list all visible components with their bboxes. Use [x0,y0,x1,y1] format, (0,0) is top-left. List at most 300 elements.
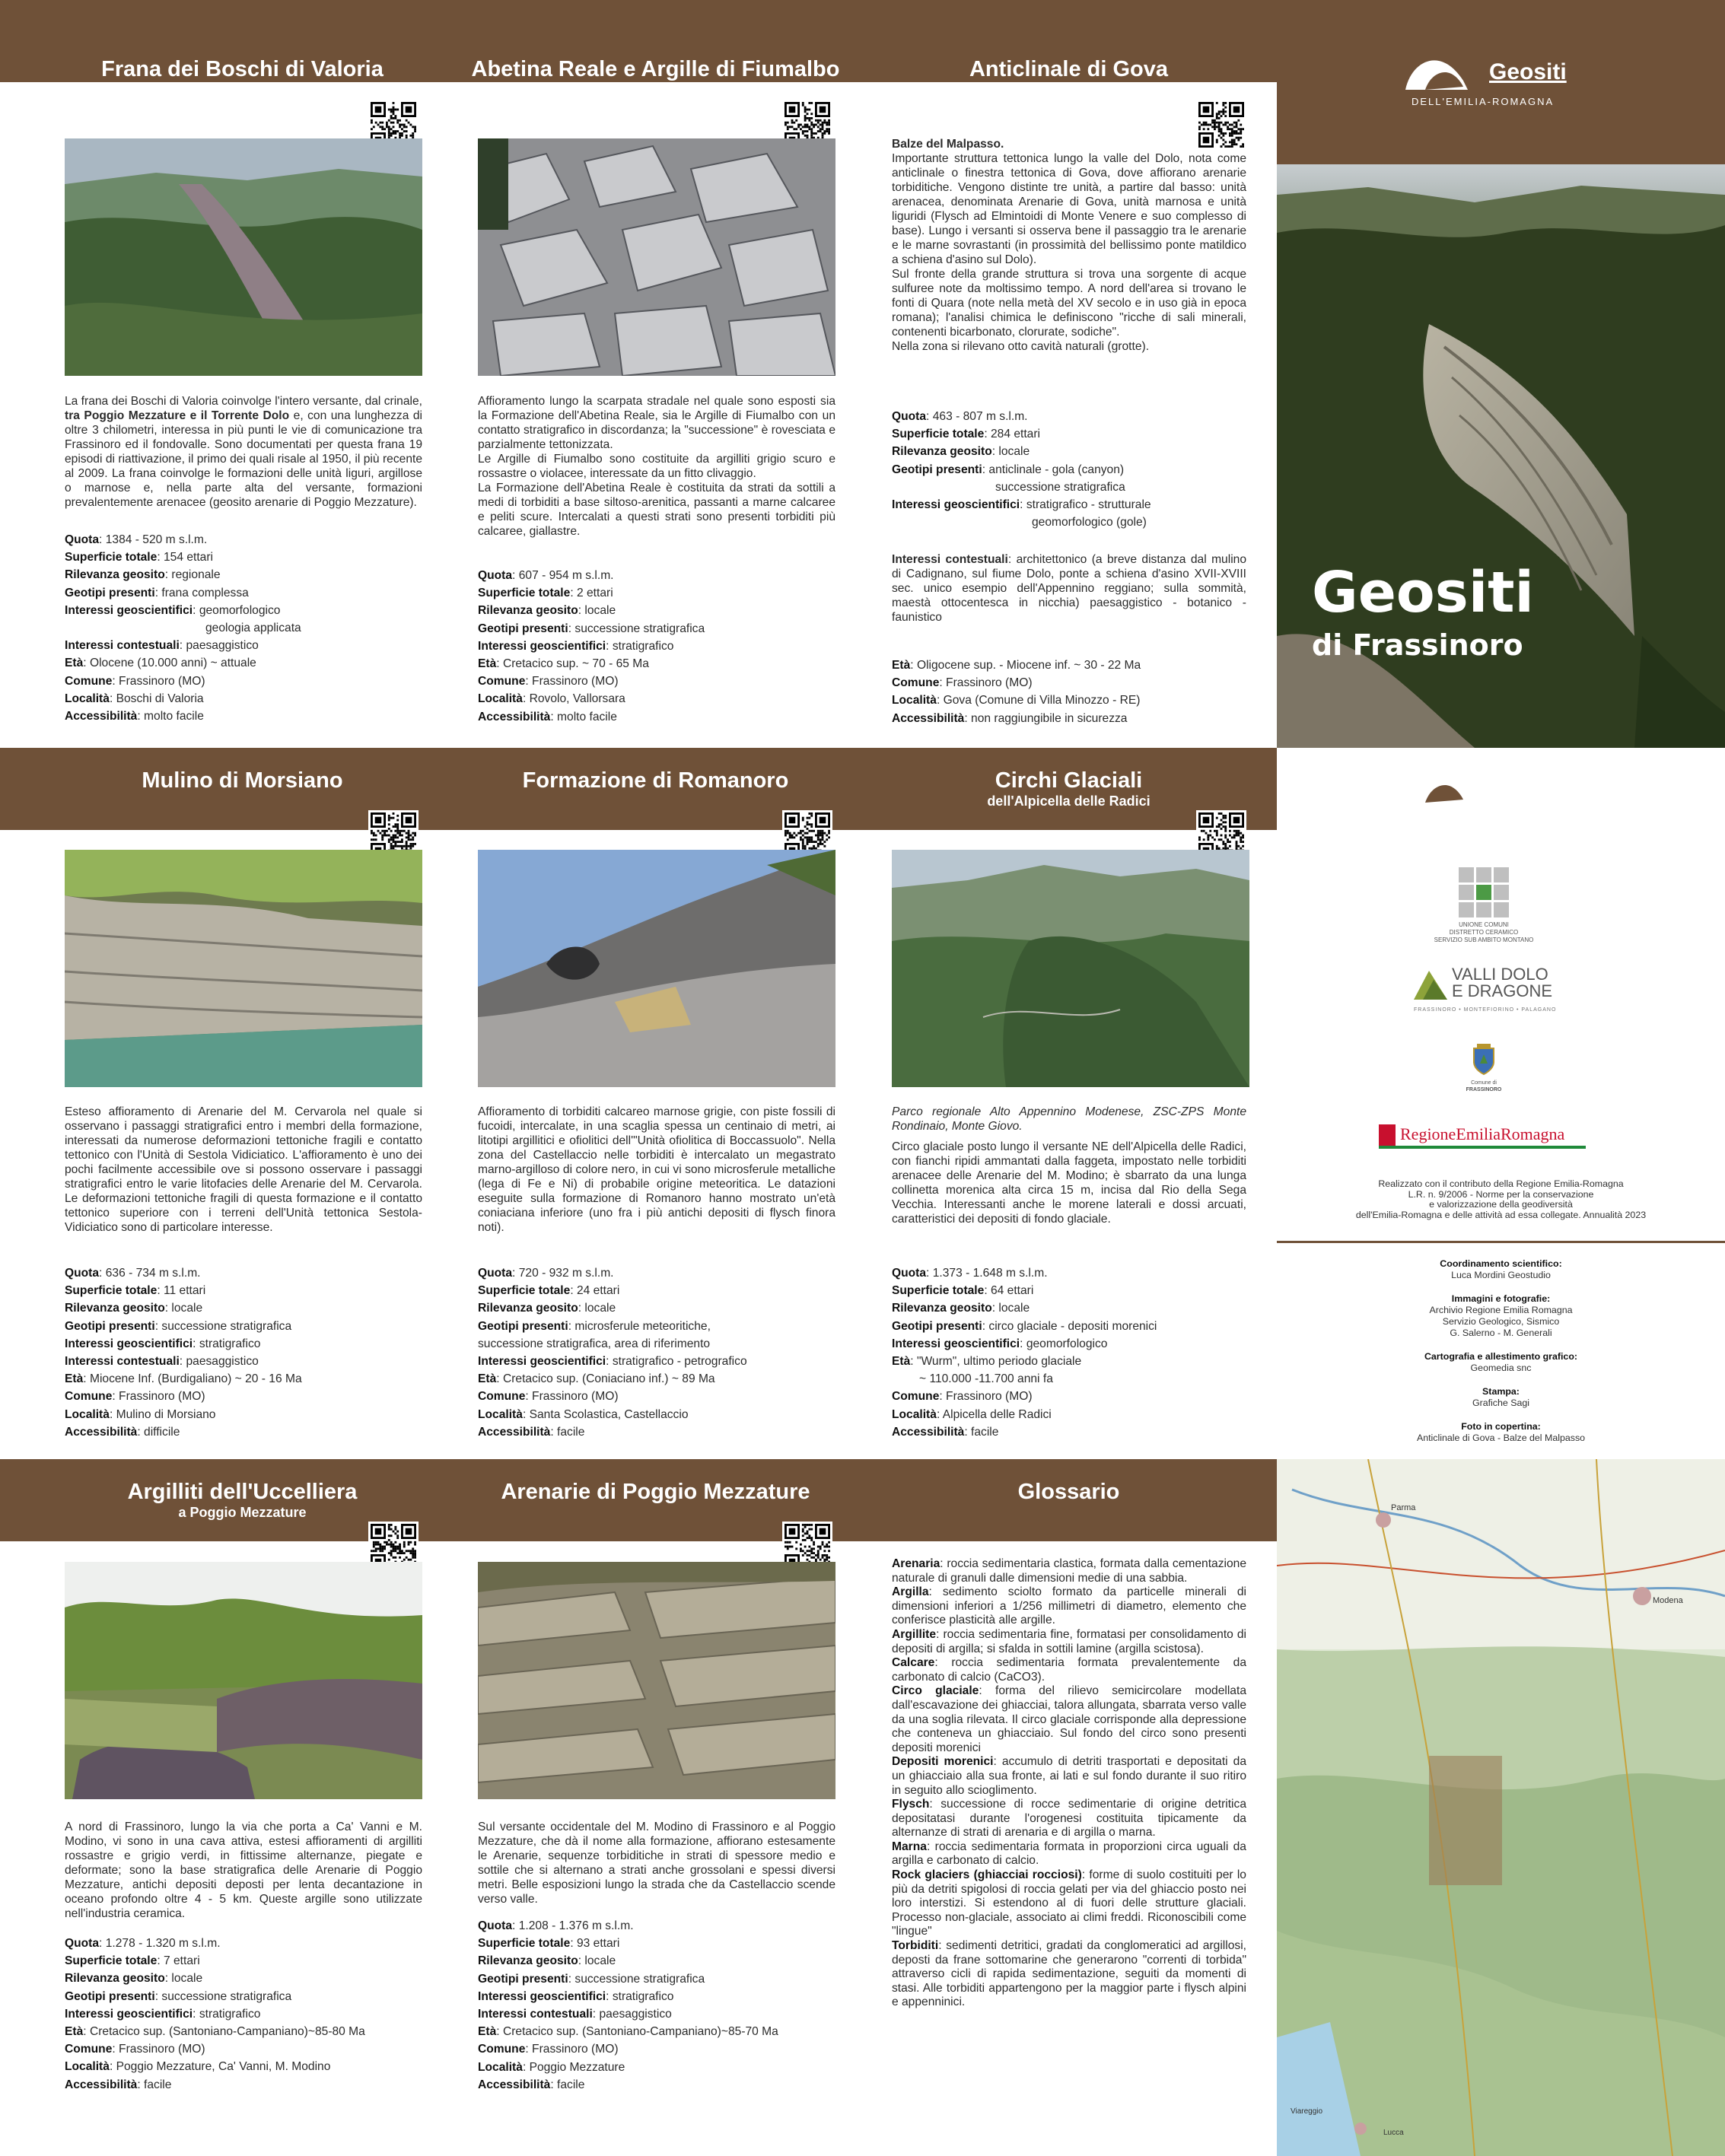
fact-value: facile [971,1425,999,1439]
fact-key: Comune [65,2043,113,2056]
panel-3-facts: Quota: 463 - 807 m s.l.m. Superficie totale: 284 ettari Rilevanza geosito: locale Geotipi presenti: anticlinale - gola (canyon) successione stratigrafica Interessi geoscientifici: stratigrafico - strutturale geomorfologico (gole) [892,410,1151,529]
credit-line-2-0: Archivio Regione Emilia Romagna [1429,1305,1573,1315]
fact-value: stratigrafico [199,1337,261,1350]
fact-key: Comune [478,675,526,688]
panel-6-lead: Parco regionale Alto Appennino Modenese, ZSC-ZPS Monte Rondinaio, Monte Giovo. [892,1105,1246,1133]
credits [1277,1246,1725,1444]
panel-1-text-c: e, con una lunghezza di oltre 3 chilometri, interessa in più punti le vie di comunicazione tra Frassinoro ed il fondovalle. Sono documentati per questa frana 19 episodi di riattivazione, il primo dei quali risale al 1950, il più recente al 2009. La frana coinvolge le formazioni delle unità liguri, argillose o marnose e, nella parte alta del versante, formazioni prevalentemente arenacee (geosito arenarie di Poggio Mezzature). [65,409,422,509]
fact-value: ~ 110.000 -11.700 anni fa [919,1372,1053,1386]
fact-key: Superficie totale [892,428,985,441]
fact-value: 1.373 - 1.648 m s.l.m. [932,1267,1048,1280]
fact-value: difficile [144,1425,180,1439]
panel-2-heading: Abetina Reale e Argille di Fiumalbo [471,57,840,81]
panel-7-para-1: A nord di Frassinoro, lungo la via che porta a Ca' Vanni e M. Modino, vi sono in una cava attiva, estesi affioramenti di argilliti rossastre e grigio verdi, in fittissime alternanze, piegate e deformate; sono la base stratigrafica delle Arenarie di Poggio Mezzature, antichi depositi deposti per lenta decantazione in oceano profondo oltre 4 - 5 km. Queste argille sono utilizzate nell'industria ceramica. [65,1821,422,1920]
brand-logo-top [1402,52,1577,108]
fact-key: Località [65,1407,110,1421]
fact-key: Superficie totale [892,1284,985,1298]
fact-value: 284 ettari [991,428,1041,441]
glossary-definition: forme di suolo costituiti per lo più da detriti spigolosi di roccia gelati per via del ghiaccio posto nei loro interstizi. Si estendono al di fuori delle strutture glaciali. Processo non-glaciale, associato ai climi freddi. Riconoscibili come "lingue" [892,1868,1246,1938]
fact-value: 7 ettari [164,1954,200,1968]
fact-value: 636 - 734 m s.l.m. [105,1267,201,1280]
fact-key: Interessi geoscientifici [478,639,606,653]
fact-value: Frassinoro (MO) [532,1390,619,1404]
glossary-item: Rock glaciers (ghiacciai rocciosi): forme di suolo costituiti per lo più da detriti spigolosi di roccia gelati per via del ghiaccio posto nei loro interstizi. Si estendono al di fuori delle strutture glaciali. Processo non-glaciale, associato ai climi freddi. Riconoscibili come "lingue" [892,1868,1246,1938]
panel-5-description [478,1105,835,1235]
fact-key: Comune [892,676,940,690]
fact-key: Età [892,659,911,672]
fact-value: Alpicella delle Radici [942,1407,1052,1421]
fact-key: Interessi geoscientifici [478,1989,606,2003]
fact-value: Frassinoro (MO) [532,2043,619,2056]
fact-value: "Wurm", ultimo periodo glaciale [916,1355,1082,1369]
panel-5-para-1: Affioramento di torbiditi calcareo marnose grigie, con piste fossili di fucoidi, intercalate, in una scaglia spessa un centinaio di metri, ai litotipi argillitici e ofiolitici dell'"Unità ofiolitica di Boccassuolo". Nella zona del Castellaccio nelle torbiditi è intercalato un megastrato marno-argilloso di colore nero, in cui vi sono microsferule metalliche (lega di Fe e Ni) di probabile origine meteoritica. Le datazioni eseguite sulla formazione di Romanoro hanno mostrato un'età coniaciana inferiore (uno fra i più antichi depositi di flysch finora noti). [478,1105,835,1234]
comune-line-2: FRASSINORO [1466,1087,1502,1092]
fact-key: Quota [892,1267,927,1280]
panel-3-para-3: Nella zona si rilevano otto cavità naturali (grotte). [892,340,1150,353]
photo-abetina [478,138,835,376]
fact-value: locale [584,604,616,618]
fact-value: Frassinoro (MO) [532,675,619,688]
photo-romanoro [478,850,835,1087]
panel-3-heading: Anticlinale di Gova [969,57,1169,81]
unione-line-1: UNIONE COMUNI [1459,921,1509,928]
fact-value: Miocene Inf. (Burdigaliano) ~ 20 - 16 Ma [89,1372,302,1386]
panel-1-text-a: La frana dei Boschi di Valoria coinvolge l'intero versante, dal crinale, [65,395,422,408]
fact-value: circo glaciale - depositi morenici [988,1319,1157,1333]
fact-value: Frassinoro (MO) [946,676,1033,690]
fact-value: Frassinoro (MO) [119,674,205,688]
funding-line-4: dell'Emilia-Romagna e delle attività ad essa collegate. Annualità 2023 [1355,1209,1647,1220]
glossary-definition: accumulo di detriti trasportati e depositati da un ghiacciaio alla sua fronte, ai lati e sul fondo durante il suo ritiro in seguito allo scioglimento. [892,1755,1246,1797]
panel-3-para-2: Sul fronte della grande struttura si trova una sorgente di acque sulfuree note da moltissimo tempo. A nord dell'area si trovano le fonti di Quara (note nella metà del XV secolo e in uso già in epoca romana); l'analisi chimica le definiscono "ricche di sali minerali, contenenti bicarbonato, clorurate, sodiche". [892,268,1246,339]
credit-heading-4: Stampa: [1482,1386,1520,1397]
panel-2-subheading: Tra Rovolo e Vallorsara [579,82,732,97]
brand-tagline: DELL'EMILIA-ROMAGNA [1412,96,1555,107]
fact-key: Interessi contestuali [65,1355,180,1369]
unione-line-2: DISTRETTO CERAMICO [1449,929,1519,936]
credit-heading-3: Cartografia e allestimento grafico: [1424,1351,1578,1362]
fact-key: Comune [892,1390,940,1404]
photo-arenarie [478,1562,835,1799]
unione-line-3: SERVIZIO SUB AMBITO MONTANO [1434,936,1534,943]
fact-value: Frassinoro (MO) [946,1390,1033,1404]
panel-4-para-1: Esteso affioramento di Arenarie del M. Cervarola nel quale si osservano i passaggi stratigrafici entro i membri della formazione, interessati da numerose deformazioni tettoniche fragili e contatto tettonico con l'Unità di Sestola Vidiciatico. L'affioramento è uno dei pochi facilmente accessibile ove si possono osservare i passaggi stratigrafici entro le varie litofacies delle Arenarie del M. Cervarola. Le deformazioni tettoniche fragili di questa formazione e il contatto tettonico superiore con i terreni dell'Unità tettonica Sestola-Vidiciatico sono di particolare interesse. [65,1105,422,1234]
panel-3-facts-2: Età: Oligocene sup. - Miocene inf. ~ 30 - 22 Ma Comune: Frassinoro (MO) Località: Gova (Comune di Villa Minozzo - RE) Accessibilità: non raggiungibile in sicurezza [892,659,1141,725]
glossary-term: Depositi morenici [892,1755,994,1769]
fact-key: Località [478,692,523,706]
fact-key: Quota [892,410,927,423]
fact-key: Superficie totale [65,551,158,564]
glossary-term: Flysch [892,1798,930,1811]
glossary-definition: forma del rilievo semicircolare modellata dall'escavazione dei ghiacciai, talora allungata, sbarrata verso valle da una soglia rilevata. Il circo glaciale corrisponde alla depressione che conteneva un ghiacciaio. Sul fondo del circo sono presenti depositi morenici [892,1684,1246,1754]
fact-key: Età [65,1372,84,1386]
panel-8-para-1: Sul versante occidentale del M. Modino di Frassinoro e al Poggio Mezzature, che dà il nome alla formazione, affiorano estesamente le Arenarie, sequenze torbiditiche in strati di spessore medio e sottile che si alternano a strati anche grossolani e spessi diversi metri. Belle esposizioni lungo la strada che da Castellaccio scende verso valle. [478,1821,835,1906]
panel-4-description [65,1105,422,1235]
glossary-item: Torbiditi: sedimenti detritici, gradati da conglomeratici ad argillosi, deposti da frane sottomarine che generarono "correnti di torbida" attraverso cicli di rapida sedimentazione, seguiti da momenti di stasi. Alle torbiditi appartengono per la maggior parte i flysch alpini e appenninici. [892,1939,1246,2009]
fact-value: Frassinoro (MO) [119,2043,205,2056]
fact-key: Superficie totale [65,1284,158,1298]
fact-value: 1.278 - 1.320 m s.l.m. [105,1937,221,1950]
glossary-definition: successione di rocce sedimentarie di origine detritica depositatasi durante l'orogenesi costituita tipicamente da alternanze di strati di arenaria e di argilla o marna. [892,1798,1246,1840]
panel-2-para-1: Affioramento lungo la scarpata stradale nel quale sono esposti sia la Formazione dell'Abetina Reale, sia le Argille di Fiumalbo con un contatto stratigrafico in discordanza; la "successione" è rovesciata e parzialmente tettonizzata. [478,395,835,451]
brand-name: Geositi [1489,59,1567,84]
regione-mark [1379,1124,1396,1146]
brand-name-2: Geositi [1489,772,1567,797]
photo-argilliti [65,1562,422,1799]
fact-key: Geotipi presenti [65,1319,155,1333]
panel-2-para-2: Le Argille di Fiumalbo sono costituite da argilliti grigio scuro e rossastre o violacee, interessate da un fitto clivaggio. [478,453,835,480]
fact-key: Accessibilità [478,710,551,723]
glossary-definition: sedimenti detritici, gradati da conglomeratici ad argillosi, deposti da frane sottomarine che generarono "correnti di torbida" attraverso cicli di rapida sedimentazione, seguiti da momenti di stasi. Alle torbiditi appartengono per la maggior parte i flysch alpini e appenninici. [892,1939,1246,2009]
fact-key: Quota [478,1267,513,1280]
fact-value: Gova (Comune di Villa Minozzo - RE) [943,694,1141,708]
valli-sub: FRASSINORO • MONTEFIORINO • PALAGANO [1414,1007,1557,1013]
fact-value: successione stratigrafica [161,1989,292,2003]
regione-name: RegioneEmiliaRomagna [1400,1124,1565,1143]
brand-tagline-2: DELL'EMILIA-ROMAGNA [1412,809,1555,820]
panel-7-description [65,1820,422,1921]
fact-key: Accessibilità [65,1425,138,1439]
fact-value: locale [171,1302,203,1315]
glossary-definition: roccia sedimentaria formata prevalentemente da carbonato di calcio (CaCO3). [892,1656,1246,1684]
fact-value: geomorfologico [199,603,281,617]
fact-key: Rilevanza geosito [892,445,992,459]
panel-6-heading: Circhi Glaciali [995,768,1143,793]
fact-value: 2 ettari [577,587,613,600]
fact-key: Età [892,1355,911,1369]
fact-value: successione stratigrafica [995,480,1125,494]
fact-key: Quota [65,1267,100,1280]
fact-value: stratigrafico [612,639,674,653]
fact-value: stratigrafico [199,2007,261,2021]
glossary-definition: roccia sedimentaria formata in proporzioni circa uguali da argilla e carbonato di calcio. [892,1840,1246,1868]
map-label-parma: Parma [1391,1503,1416,1512]
fact-key: Età [478,2025,497,2039]
fact-value: 720 - 932 m s.l.m. [518,1267,614,1280]
fact-key: Geotipi presenti [892,1319,982,1333]
panel-1-title [36,56,449,82]
credit-line-2-2: G. Salerno - M. Generali [1450,1328,1552,1338]
panel-3-context: Interessi contestuali: architettonico (a breve distanza dal mulino di Cadignano, sul fiume Dolo, ponte a schiena d'asino XVII-XVIII sec. unico esempio dell'Appennino reggiano; sulla sommità, maestà ottocentesca in nicchia) paesaggistico - botanico - faunistico [892,553,1247,624]
panel-3-description [892,137,1246,354]
fact-key: Età [478,657,497,671]
fact-key: Geotipi presenti [892,463,982,476]
fact-value: Olocene (10.000 anni) ~ attuale [89,657,256,670]
fact-value: frana complessa [161,586,249,599]
fact-key: Interessi geoscientifici [892,1337,1020,1350]
fact-value: 24 ettari [577,1284,620,1298]
panel-7-facts: Quota: 1.278 - 1.320 m s.l.m. Superficie totale: 7 ettari Rilevanza geosito: locale Geotipi presenti: successione stratigrafica Interessi geoscientifici: stratigrafico Età: Cretacico sup. (Santoniano-Campaniano)~85-80 Ma Comune: Frassinoro (MO) Località: Poggio Mezzature, Ca' Vanni, M. Modino Accessibilità: facile [65,1937,365,2091]
panel-5-heading: Formazione di Romanoro [522,768,789,793]
panel-1-description [65,394,422,510]
fact-key: Località [478,2060,523,2074]
glossary-item: Arenaria: roccia sedimentaria clastica, formata dalla cementazione naturale di granuli dalle dimensioni medie di una sabbia. [892,1557,1246,1585]
credit-line-4-0: Grafiche Sagi [1472,1398,1530,1408]
fact-value: Rovolo, Vallorsara [529,692,625,706]
fact-key: Rilevanza geosito [892,1302,992,1315]
panel-3-para-1: Importante struttura tettonica lungo la valle del Dolo, nota come anticlinale o finestra tettonica di Gova, dove affiorano arenarie torbiditiche. Vengono distinte tre unità, a partire dal basso: unità arenacea, denominata Arenarie di Gova, unità marnosa e unità liguridi (Flysch ad Elmintoidi di Monte Venere e suo complesso di base). Lungo i versanti si osserva bene il passaggio tra le arenarie e le marne sovrastanti (in prossimità del bellissimo ponte matildico a schiena d'asino sul Dolo). [892,152,1246,266]
fact-value: Santa Scolastica, Castellaccio [529,1407,689,1421]
panel-7-title [36,1479,449,1520]
panel-4-facts: Quota: 636 - 734 m s.l.m. Superficie totale: 11 ettari Rilevanza geosito: locale Geotipi presenti: successione stratigrafica Interessi geoscientifici: stratigrafico Interessi contestuali: paesaggistico Età: Miocene Inf. (Burdigaliano) ~ 20 - 16 Ma Comune: Frassinoro (MO) Località: Mulino di Morsiano Accessibilità: difficile [65,1267,302,1439]
panel-2-para-3: La Formazione dell'Abetina Reale è costituita da strati da sottili a medi di torbiditi a base siltoso-arenitica, passanti a marne calcaree e peliti scure. Intercalati a questi strati sono presenti torbiditi più calcaree, giallastre. [478,482,835,538]
geositi-logo-icon-2 [1402,766,1471,809]
fact-key: Geotipi presenti [65,586,155,599]
fact-key: Rilevanza geosito [65,568,165,582]
fact-key: Interessi contestuali [478,2008,593,2021]
fact-key: Rilevanza geosito [65,1972,165,1986]
fact-value: Mulino di Morsiano [116,1407,216,1421]
funding-line-1: Realizzato con il contributo della Regione Emilia-Romagna [1378,1178,1624,1189]
fact-value: paesaggistico [186,639,259,653]
fact-key: Quota [478,569,513,582]
fact-value: anticlinale - gola (canyon) [988,463,1125,476]
fact-value: 154 ettari [164,551,214,564]
glossary-item: Circo glaciale: forma del rilievo semicircolare modellata dall'escavazione dei ghiacciai, talora allungata, sbarrata verso valle da una soglia rilevata. Il circo glaciale corrisponde alla depressione che conteneva un ghiacciaio. Sul fondo del circo sono presenti depositi morenici [892,1684,1246,1754]
panel-6-subheading: dell'Alpicella delle Radici [987,793,1151,809]
comune-line-1: Comune di [1471,1080,1497,1086]
fact-key: Geotipi presenti [478,1972,568,1986]
fact-value: non raggiungibile in sicurezza [971,711,1128,725]
fact-value: Poggio Mezzature [529,2060,625,2074]
fact-value: successione stratigrafica [574,1972,705,1986]
glossary-definition: sedimento sciolto formato da particelle minerali di dimensioni inferiori a 1/256 millimetri di diametro, elemento che conferisce plasticità alle argille. [892,1585,1246,1627]
fact-value: microsferule meteoritiche, [574,1319,711,1333]
panel-2-description [478,394,835,539]
fact-key: Comune [65,674,113,688]
mountain-logo-icon [1414,966,1449,1001]
fact-value: 93 ettari [577,1937,620,1951]
glossary-heading: Glossario [1017,1480,1120,1504]
fact-value: Boschi di Valoria [116,692,204,705]
fact-key: Accessibilità [478,1425,551,1439]
valli-line-2: E DRAGONE [1452,981,1553,1000]
photo-circhi [892,850,1249,1087]
fact-value: geomorfologico [1026,1337,1108,1350]
glossary-item: Depositi morenici: accumulo di detriti trasportati e depositati da un ghiacciaio alla sua fronte, ai lati e sul fondo durante il suo ritiro in seguito allo scioglimento. [892,1755,1246,1797]
panel-8-facts: Quota: 1.208 - 1.376 m s.l.m. Superficie totale: 93 ettari Rilevanza geosito: locale Geotipi presenti: successione stratigrafica Interessi geoscientifici: stratigrafico Interessi contestuali: paesaggistico Età: Cretacico sup. (Santoniano-Campaniano)~85-70 Ma Comune: Frassinoro (MO) Località: Poggio Mezzature Accessibilità: facile [478,1919,778,2091]
glossary-item: Marna: roccia sedimentaria formata in proporzioni circa uguali da argilla e carbonato di calcio. [892,1840,1246,1868]
panel-6-para-1: Circo glaciale posto lungo il versante NE dell'Alpicella delle Radici, con fianchi ripidi ammantati dalla faggeta, impostato nelle torbiditi arenacee delle Arenarie del M. Modino; è sbarrato da una lunga collinetta morenica alta circa 15 m, incisa dal Rio della Sega Vecchia. Interessanti anche le morene laterali e dossi arcuati, caratteristici dei depositi di fondo glaciale. [892,1140,1246,1226]
credit-heading-2: Immagini e fotografie: [1451,1293,1551,1304]
valli-line-1: VALLI DOLO [1452,965,1548,984]
fact-key: Comune [478,1390,526,1404]
panel-4-title [36,768,449,793]
fact-value: 64 ettari [991,1284,1034,1298]
funding-text [1277,1179,1725,1220]
fact-key: Accessibilità [478,2078,551,2091]
fact-value: geomorfologico (gole) [1032,516,1147,529]
glossary-term: Argilla [892,1585,929,1599]
fact-key: Geotipi presenti [478,1319,568,1333]
comune-frassinoro-logo [1446,1044,1522,1105]
panel-2-facts: Quota: 607 - 954 m s.l.m. Superficie totale: 2 ettari Rilevanza geosito: locale Geotipi presenti: successione stratigrafica Interessi geoscientifici: stratigrafico Età: Cretacico sup. ~ 70 - 65 Ma Comune: Frassinoro (MO) Località: Rovolo, Vallorsara Accessibilità: molto facile [478,569,705,723]
glossary-term: Argillite [892,1627,937,1641]
map-label-lucca: Lucca [1383,2129,1404,2137]
fact-key: Accessibilità [65,710,138,723]
fact-value: paesaggistico [186,1355,259,1369]
panel-1-heading: Frana dei Boschi di Valoria [101,57,384,81]
credit-line-5-0: Anticlinale di Gova - Balze del Malpasso [1416,1433,1586,1443]
panel-7-heading: Argilliti dell'Uccelliera [127,1480,358,1504]
fact-key: Età [65,2025,84,2039]
glossary-item: Calcare: roccia sedimentaria formata prevalentemente da carbonato di calcio (CaCO3). [892,1656,1246,1684]
fact-key: Quota [478,1919,513,1932]
cover-subtitle: di Frassinoro [1312,628,1523,662]
fact-value: 607 - 954 m s.l.m. [518,569,614,582]
glossary-definition: roccia sedimentaria fine, formatasi per consolidamento di depositi di argilla; si sfalda in sottili lamine (argilla scistosa). [892,1627,1246,1655]
glossary-term: Marna [892,1840,927,1853]
fact-value: locale [171,1972,203,1986]
credit-line-2-1: Servizio Geologico, Sismico [1442,1316,1560,1327]
fact-key: Età [65,657,84,670]
fact-value: Cretacico sup. ~ 70 - 65 Ma [502,657,649,671]
region-map [1277,1459,1725,2156]
panel-3-context-key: Interessi contestuali [892,553,1008,566]
panel-1-text-b: tra Poggio Mezzature e il Torrente Dolo [65,409,290,422]
fact-value: locale [998,445,1030,459]
fact-key: Rilevanza geosito [478,604,578,618]
fact-value: stratigrafico - strutturale [1026,498,1151,512]
fact-value: locale [998,1302,1030,1315]
glossary-definition: roccia sedimentaria clastica, formata dalla cementazione naturale di granuli dalle dimensioni medie di una sabbia. [892,1557,1246,1585]
coat-of-arms-icon [1471,1044,1497,1076]
fact-key: Località [65,2060,110,2074]
grid-logo-icon [1459,867,1509,917]
fact-value: regionale [171,568,221,582]
panel-8-title [449,1479,862,1505]
panel-5-title [449,768,862,793]
fact-value: Cretacico sup. (Santoniano-Campaniano)~85-70 Ma [502,2025,778,2039]
map-label-modena: Modena [1653,1596,1683,1605]
panel-5-facts: Quota: 720 - 932 m s.l.m. Superficie totale: 24 ettari Rilevanza geosito: locale Geotipi presenti: microsferule meteoritiche, successione stratigrafica, area di riferimento Interessi geoscientifici: stratigrafico - petrografico Età: Cretacico sup. (Coniaciano inf.) ~ 89 Ma Comune: Frassinoro (MO) Località: Santa Scolastica, Castellaccio Accessibilità: facile [478,1267,747,1439]
fact-value: facile [144,2078,172,2091]
credit-line-3-0: Geomedia snc [1470,1363,1532,1373]
fact-key: Interessi geoscientifici [892,498,1020,512]
panel-3-context-value: architettonico (a breve distanza dal mulino di Cadignano, sul fiume Dolo, ponte a schiena d'asino XVII-XVIII sec. unico esempio dell'Appennino reggiano; sulla sommità, maestà ottocentesca in nicchia) paesaggistico - botanico - faunistico [892,553,1247,624]
credit-heading-1: Coordinamento scientifico: [1440,1258,1562,1269]
fact-key: Località [892,1407,937,1421]
funding-line-3: e valorizzazione della geodiversità [1429,1199,1573,1210]
fact-key: Interessi contestuali [65,639,180,653]
funding-line-2: L.R. n. 9/2006 - Norme per la conservazione [1408,1188,1594,1200]
cover-photo [1277,164,1725,748]
fact-key: Età [478,1372,497,1386]
fact-value: facile [557,1425,585,1439]
fact-value: successione stratigrafica, area di riferimento [478,1337,711,1350]
credit-line-1-0: Luca Mordini Geostudio [1451,1270,1551,1280]
glossary-item: Flysch: successione di rocce sedimentarie di origine detritica depositatasi durante l'orogenesi costituita tipicamente da alternanze di strati di arenaria e di argilla o marna. [892,1798,1246,1840]
fact-value: successione stratigrafica [574,622,705,635]
panel-9-title [862,1479,1275,1505]
glossary-item: Argillite: roccia sedimentaria fine, formatasi per consolidamento di depositi di argilla; si sfalda in sottili lamine (argilla scistosa). [892,1627,1246,1655]
fact-key: Interessi geoscientifici [65,603,193,617]
panel-4-heading: Mulino di Morsiano [142,768,343,793]
glossary-item: Argilla: sedimento sciolto formato da particelle minerali di dimensioni inferiori a 1/256 millimetri di diametro, elemento che conferisce plasticità alle argille. [892,1585,1246,1627]
fact-value: 1.208 - 1.376 m s.l.m. [518,1919,634,1932]
fact-key: Interessi geoscientifici [65,2007,193,2021]
fact-key: Località [65,692,110,705]
fact-value: 11 ettari [164,1284,206,1298]
glossary-list [892,1557,1246,2010]
glossary-term: Calcare [892,1656,935,1670]
fact-key: Superficie totale [478,587,571,600]
fact-value: 1384 - 520 m s.l.m. [105,533,208,546]
glossary-term: Arenaria [892,1557,940,1570]
panel-8-description [478,1820,835,1906]
fact-key: Interessi geoscientifici [478,1355,606,1369]
fact-value: 463 - 807 m s.l.m. [932,410,1028,423]
fact-value: geologia applicata [205,622,301,635]
fact-key: Rilevanza geosito [65,1302,165,1315]
panel-6-title [862,768,1275,809]
fact-key: Accessibilità [892,711,965,725]
glossary-term: Rock glaciers (ghiacciai rocciosi) [892,1868,1082,1882]
fact-key: Interessi geoscientifici [65,1337,193,1350]
fact-value: stratigrafico - petrografico [612,1355,747,1369]
fact-value: stratigrafico [612,1989,674,2003]
fact-key: Superficie totale [478,1284,571,1298]
glossary-term: Circo glaciale [892,1684,979,1698]
panel-1-facts: Quota: 1384 - 520 m s.l.m. Superficie totale: 154 ettari Rilevanza geosito: regionale Geotipi presenti: frana complessa Interessi geoscientifici: geomorfologico geologia applicata Interessi contestuali: paesaggistico Età: Olocene (10.000 anni) ~ attuale Comune: Frassinoro (MO) Località: Boschi di Valoria Accessibilità: molto facile [65,533,301,723]
fact-key: Rilevanza geosito [478,1302,578,1315]
fact-key: Località [892,694,937,708]
panel-3-lead: Balze del Malpasso. [892,138,1004,151]
fact-key: Geotipi presenti [478,622,568,635]
fact-key: Rilevanza geosito [478,1954,578,1968]
brand-logo-middle [1402,765,1577,821]
fact-value: facile [557,2078,585,2091]
fact-value: molto facile [144,710,204,723]
fact-value: locale [584,1954,616,1968]
map-label-viareggio: Viareggio [1291,2107,1323,2116]
fact-value: Cretacico sup. (Coniaciano inf.) ~ 89 Ma [502,1372,715,1386]
fact-key: Località [478,1407,523,1421]
fact-key: Superficie totale [478,1937,571,1951]
fact-value: Cretacico sup. (Santoniano-Campaniano)~85-80 Ma [89,2025,365,2039]
panel-6-facts: Quota: 1.373 - 1.648 m s.l.m. Superficie totale: 64 ettari Rilevanza geosito: locale Geotipi presenti: circo glaciale - depositi morenici Interessi geoscientifici: geomorfologico Età: "Wurm", ultimo periodo glaciale ~ 110.000 -11.700 anni fa Comune: Frassinoro (MO) Località: Alpicella delle Radici Accessibilità: facile [892,1267,1157,1439]
fact-key: Accessibilità [892,1425,965,1439]
panel-2-title [449,56,862,97]
fact-key: Geotipi presenti [65,1989,155,2003]
credits-divider [1277,1241,1725,1243]
fact-key: Quota [65,533,100,546]
fact-value: Frassinoro (MO) [119,1390,205,1404]
regione-logo [1379,1121,1586,1152]
photo-mulino [65,850,422,1087]
panel-8-heading: Arenarie di Poggio Mezzature [501,1480,810,1504]
cover-title: Geositi [1312,560,1534,625]
fact-value: Poggio Mezzature, Ca' Vanni, M. Modino [116,2060,331,2074]
fact-value: Oligocene sup. - Miocene inf. ~ 30 - 22 Ma [916,659,1141,672]
credit-heading-5: Foto in copertina: [1461,1421,1541,1432]
fact-value: locale [584,1302,616,1315]
fact-value: paesaggistico [599,2008,672,2021]
photo-frana [65,138,422,376]
fact-key: Comune [478,2043,526,2056]
glossary-term: Torbiditi [892,1939,939,1953]
panel-7-subheading: a Poggio Mezzature [178,1505,307,1520]
fact-value: molto facile [557,710,617,723]
panel-6-description [892,1105,1246,1226]
fact-key: Superficie totale [65,1954,158,1968]
fact-key: Comune [65,1390,113,1404]
geositi-logo-icon [1402,53,1471,96]
fact-key: Quota [65,1937,100,1950]
fact-value: successione stratigrafica [161,1319,292,1333]
fact-key: Accessibilità [65,2078,138,2091]
panel-3-title [862,56,1275,82]
